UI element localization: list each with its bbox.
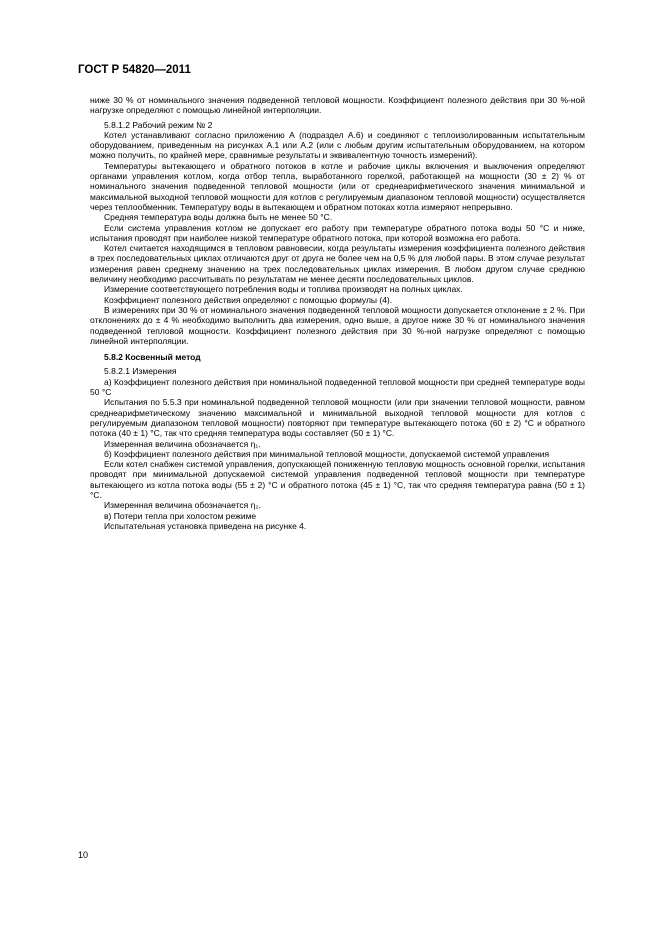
paragraph: Испытательная установка приведена на рисунке 4.: [104, 520, 307, 531]
document-body: [90, 95, 585, 531]
paragraph: Котел устанавливают согласно приложению А (подраздел А.6) и соединяют с теплоизолированным испытательным оборудованием, приведенным на рисунках А.1 или А.2 (или с любым другим испытательным оборудованием, на котором можно получить, по крайней мере, сравнимые результаты и эквивалентную точность измерений).: [90, 129, 585, 161]
paragraph: ниже 30 % от номинального значения подведенной тепловой мощности. Коэффициент полезного действия при 30 %-ной нагрузке определяют с помощью линейной интерполяции.: [90, 95, 585, 116]
paragraph: Измеренная величина обозначается η₁.: [104, 438, 261, 449]
paragraph: Котел считается находящимся в тепловом равновесии, когда результаты измерения коэффициента полезного действия в трех последовательных циклах отличаются друг от друга не более чем на 0,5 % для любой пары. В этом случае результат измерения равен среднему значению на трех последовательных циклах измерения. В любом другом случае среднюю величину необходимо рассчитывать по результатам не менее десяти последовательных циклов.: [90, 243, 585, 285]
paragraph: Температуры вытекающего и обратного потоков в котле и рабочие циклы включения и выключения определяют органами управления котлом, когда отбор тепла, выработанного горелкой, работающей на мощности (30 ± 2) % от номинального значения подведенной тепловой мощности (или от среднеарифметического значения минимальной и максимальной выходной тепловой мощности для котлов с регулируемым диапазоном тепловой мощности) осуществляется через теплообменник. Температуру воды в вытекающем и обратном потоках котла измеряют непрерывно.: [90, 160, 585, 212]
section-heading: 5.8.2 Косвенный метод: [104, 352, 201, 363]
list-item: а) Коэффициент полезного действия при номинальной подведенной тепловой мощности при средней температуре воды 50 °С: [90, 376, 585, 398]
paragraph: Измерение соответствующего потребления воды и топлива производят на полных циклах.: [104, 284, 463, 295]
paragraph: Если система управления котлом не допускает его работу при температуре обратного потока воды 50 °С и ниже, испытания проводят при наиболее низкой температуре обратного потока, при которой возможна его работа.: [90, 222, 585, 243]
list-item: в) Потери тепла при холостом режиме: [104, 510, 257, 521]
paragraph: Испытания по 5.5.3 при номинальной подведенной тепловой мощности (или при значении тепловой мощности, равном среднеарифметическому значению максимальной и минимальной выходной тепловой мощности для котлов с регулируемым диапазоном тепловой мощности) повторяют при температуре вытекающего потока (60 ± 2) °С и обратного потока (40 ± 1) °С, так что средняя температура воды составляет (50 ± 1) °С.: [90, 397, 585, 439]
document-header: ГОСТ Р 54820—2011: [78, 64, 191, 76]
subsection-heading: 5.8.1.2 Рабочий режим № 2: [104, 119, 213, 130]
page-number: 10: [78, 850, 89, 860]
paragraph: Средняя температура воды должна быть не менее 50 °С.: [104, 212, 333, 223]
paragraph: Если котел снабжен системой управления, допускающей пониженную тепловую мощность основной горелки, испытания проводят при минимальной допускаемой системой управления подведенной тепловой мощности при температуре вытекающего из котла потока воды (55 ± 2) °С и обратного потока (45 ± 1) °С, так что средняя температура равна (50 ± 1) °С.: [90, 459, 585, 500]
paragraph: В измерениях при 30 % от номинального значения подведенной тепловой мощности допускается отклонение ± 2 %. При отклонениях до ± 4 % необходимо выполнить два измерения, одно выше, а другое ниже 30 % от номинального значения подведенной тепловой мощности. Коэффициент полезного действия при 30 %-ной нагрузке определяют с помощью линейной интерполяции.: [90, 304, 585, 346]
subsection-heading: 5.8.2.1 Измерения: [104, 366, 177, 377]
paragraph: Коэффициент полезного действия определяют с помощью формулы (4).: [104, 294, 393, 305]
list-item: б) Коэффициент полезного действия при минимальной тепловой мощности, допускаемой системой управления: [104, 448, 550, 459]
paragraph: Измеренная величина обозначается η₂.: [104, 500, 262, 511]
